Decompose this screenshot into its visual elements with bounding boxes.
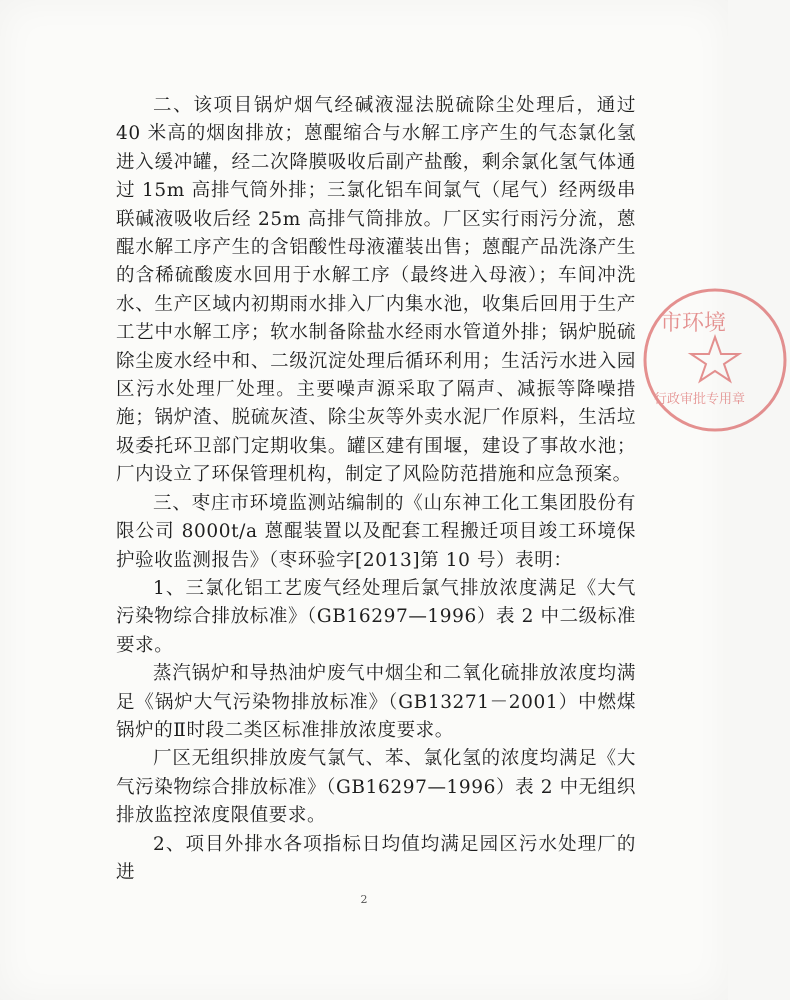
paragraph-boiler: 蒸汽锅炉和导热油炉废气中烟尘和二氧化硫排放浓度均满足《锅炉大气污染物排放标准》（GB13271－2001）中燃煤锅炉的Ⅱ时段二类区标准排放浓度要求。 (116, 663, 636, 741)
page-number: 2 (360, 893, 368, 906)
body-text (116, 92, 636, 887)
paragraph-2: 二、该项目锅炉烟气经碱液湿法脱硫除尘处理后，通过 40 米高的烟囱排放；蒽醌缩合与水解工序产生的气态氯化氢进入缓冲罐，经二次降膜吸收后副产盐酸，剩余氯化氢气体通过 15m 高排气筒外排；三氯化铝车间氯气（尾气）经两级串联碱液吸收后经 25m 高排气筒排放。厂区实行雨污分流，蒽醌水解工序产生的含铝酸性母液灌装出售；蒽醌产品洗涤产生的含稀硫酸废水回用于水解工序（最终进入母液）；车间冲洗水、生产区域内初期雨水排入厂内集水池，收集后回用于生产工艺中水解工序；软水制备除盐水经雨水管道外排；锅炉脱硫除尘废水经中和、二级沉淀处理后循环利用；生活污水进入园区污水处理厂处理。主要噪声源采取了隔声、减振等降噪措施；锅炉渣、脱硫灰渣、除尘灰等外卖水泥厂作原料，生活垃圾委托环卫部门定期收集。罐区建有围堰，建设了事故水池；厂内设立了环保管理机构，制定了风险防范措施和应急预案。 (116, 95, 636, 486)
official-seal-stamp (640, 285, 790, 435)
svg-text:市环境: 市环境 (660, 311, 727, 336)
paragraph-fugitive: 厂区无组织排放废气氯气、苯、氯化氢的浓度均满足《大气污染物综合排放标准》（GB16297—1996）表 2 中无组织排放监控浓度限值要求。 (116, 748, 636, 827)
svg-text:行政审批专用章: 行政审批专用章 (654, 392, 746, 407)
paragraph-3-1: 1、三氯化铝工艺废气经处理后氯气排放浓度满足《大气污染物综合排放标准》（GB16297—1996）表 2 中二级标准要求。 (116, 577, 636, 656)
paragraph-3-2: 2、项目外排水各项指标日均值均满足园区污水处理厂的进 (116, 833, 636, 883)
paragraph-3: 三、枣庄市环境监测站编制的《山东神工化工集团股份有限公司 8000t/a 蒽醌装置以及配套工程搬迁项目竣工环境保护验收监测报告》（枣环验字[2013]第 10 号）表明： (116, 492, 636, 571)
